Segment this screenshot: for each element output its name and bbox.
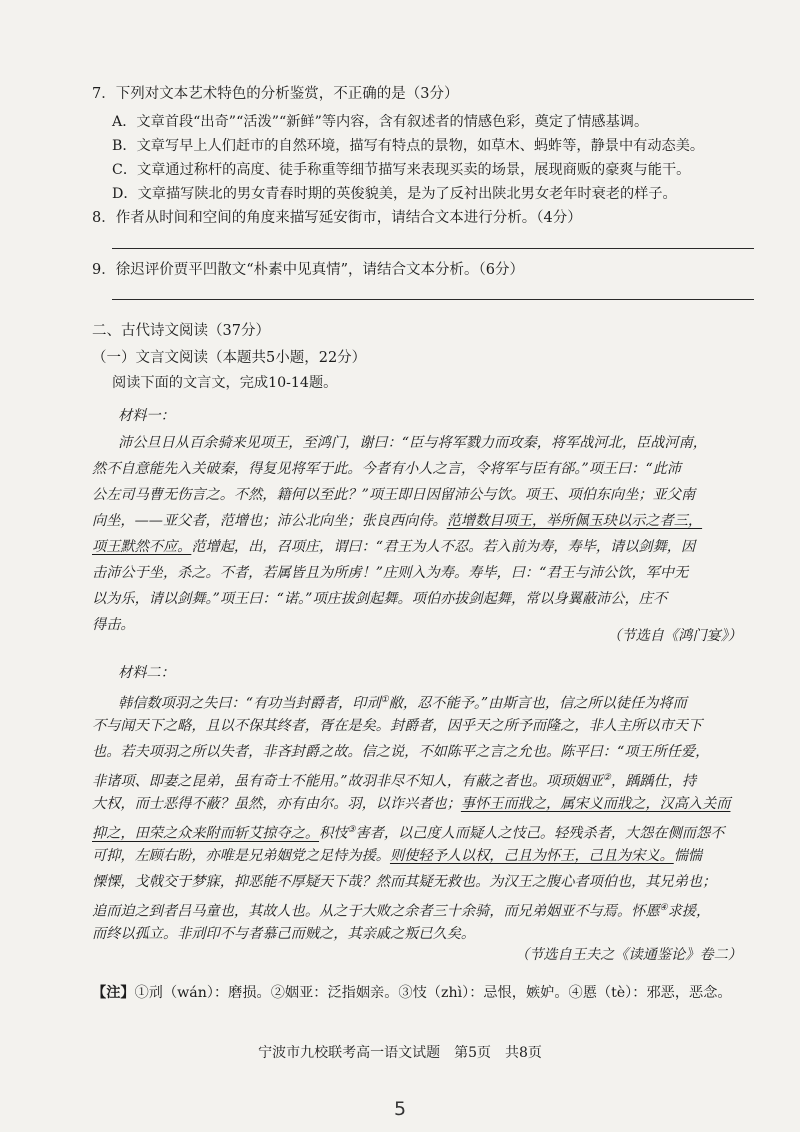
answer-line-q8	[112, 248, 754, 249]
answer-line-q9	[112, 299, 754, 300]
material-2-text: 非诸项、即妻之昆弟，虽有奇士不能用。”故羽非尽不知人，有蔽之者也。项	[92, 773, 561, 790]
question-7-option-c: C．文章通过称杆的高度、徒手称重等细节描写来表现买卖的场景，展现商贩的豪爽与能干。	[112, 162, 691, 178]
material-1-label: 材料一：	[118, 408, 175, 424]
note-mark-4: ④	[659, 903, 668, 913]
material-2-text: 积忮	[319, 825, 348, 842]
note-mark-2: ②	[602, 773, 611, 783]
material-2-text: 敝，忍不能予。”由斯言也，信之所以徒任为将而	[388, 695, 687, 712]
material-2-text: 可抑，左顾右盼，亦唯是兄弟姻党之足恃为援。	[92, 848, 390, 864]
material-1-line: 得击。	[92, 617, 135, 633]
material-1-text: 范增起，出，召项庄，谓曰：“君王为人不忍。若入前为寿，寿毕，请以剑舞，因	[191, 539, 696, 555]
material-2-label: 材料二：	[118, 665, 175, 681]
underlined-sentence-2a: 事怀王而戕之，属宋义而戕之，汉高入关而	[460, 796, 731, 812]
question-7-option-a: A．文章首段“出奇”“活泼”“新鲜”等内容，含有叙述者的情感色彩，奠定了情感基调。	[112, 114, 649, 130]
material-1-line: 击沛公于坐，杀之。不者，若属皆且为所虏！”庄则入为寿。寿毕，曰：“君王与沛公饮，军中无	[92, 565, 689, 581]
footnotes	[92, 983, 732, 1003]
material-1-line: 然不自意能先入关破秦，得复见将军于此。今者有小人之言，令将军与臣有郤。”项王曰：“此沛	[92, 461, 682, 477]
material-2-line	[92, 846, 702, 866]
material-2-line: 也。若夫项羽之所以失者，非吝封爵之故。信之说，不如陈平之言之允也。陈平曰：“项王所任爱，	[92, 744, 710, 760]
notes-text: ①刓（wán）：磨损。②姻亚：泛指姻亲。③忮（zhì）：忌恨，嫉妒。④慝（tè）：邪恶，恶念。	[134, 985, 732, 1001]
material-2-text: 顼姻亚	[560, 773, 603, 790]
material-1-line	[92, 511, 702, 531]
underlined-sentence-2b: 抑之，田荣之众来附而斩艾掠夺之。	[92, 825, 320, 842]
material-2-text: 求援，	[667, 903, 711, 920]
underlined-sentence-2c: 则使轻予人以权，己且为怀王，己且为宋义。	[389, 848, 674, 864]
material-2-line	[118, 690, 687, 714]
underlined-sentence-1b: 项王默然不应。	[92, 539, 192, 555]
material-2-line	[92, 794, 730, 814]
material-2-line	[92, 898, 710, 922]
page-number: 5	[393, 1098, 407, 1120]
material-2-line: 慄慄，戈戟交于梦寐，抑恶能不厚疑天下哉？然而其疑无救也。为汉王之腹心者项伯也，其兄弟也；	[92, 874, 717, 890]
material-2-text: 害者，以己度人而疑人之忮己。轻残杀者，大怨在侧而怨不	[355, 825, 725, 842]
section-title: 二、古代诗文阅读（37分）	[92, 323, 270, 339]
material-2-text: 大权，而士恶得不蔽？虽然，亦有由尔。羽，以诈兴者也；	[92, 796, 461, 812]
material-2-text: 惴惴	[673, 848, 703, 864]
material-1-text: 向坐，——亚父者，范增也；沛公北向坐；张良西向侍。	[92, 513, 447, 529]
question-8: 8．作者从时间和空间的角度来描写延安街市，请结合文本进行分析。（4分）	[92, 210, 582, 226]
subsection-title: （一）文言文阅读（本题共5小题，22分）	[92, 350, 367, 366]
material-1-source: （节选自《鸿门宴》）	[607, 628, 742, 644]
underlined-sentence-1a: 范增数目项王，举所佩玉玦以示之者三，	[446, 513, 703, 529]
page-footer: 宁波市九校联考高一语文试题 第5页 共8页	[258, 1045, 542, 1061]
material-1-line: 沛公旦日从百余骑来见项王，至鸿门，谢曰：“臣与将军戮力而攻秦，将军战河北，臣战河南，	[118, 435, 707, 451]
material-2-line: 不与闻天下之略，且以不保其终者，胥在是矣。封爵者，因乎天之所予而隆之，非人主所以市天下	[92, 718, 703, 734]
material-1-line	[92, 537, 695, 557]
material-1-line: 公左司马曹无伤言之。不然，籍何以至此？”项王即日因留沛公与饮。项王、项伯东向坐；亚父南	[92, 487, 696, 503]
note-mark-3: ③	[347, 825, 356, 835]
question-7-option-b: B．文章写早上人们赶市的自然环境，描写有特点的景物，如草木、蚂蚱等，静景中有动态美。	[112, 138, 705, 154]
note-mark-1: ①	[380, 695, 389, 705]
question-7-option-d: D．文章描写陕北的男女青春时期的英俊貌美，是为了反衬出陕北男女老年时衰老的样子。	[112, 186, 677, 202]
material-2-source: （节选自王夫之《读通鉴论》卷二）	[514, 947, 742, 963]
notes-label: 【注】	[92, 985, 135, 1001]
material-2-text: 韩信数项羽之失曰：“有功当封爵者，印刓	[118, 695, 381, 712]
material-2-line	[92, 820, 724, 844]
question-9: 9．徐迟评价贾平凹散文“朴素中见真情”，请结合文本分析。（6分）	[92, 262, 525, 278]
material-2-text: ，踽踽仕，持	[611, 773, 697, 790]
material-1-line: 以为乐，请以剑舞。”项王曰：“诺。”项庄拔剑起舞。项伯亦拔剑起舞，常以身翼蔽沛公，庄不	[92, 591, 668, 607]
material-2-text: 追而迫之到者吕马童也，其故人也。从之于大败之余者三十余骑，而兄弟姻亚不与焉。怀慝	[92, 903, 660, 920]
question-7-stem: 7．下列对文本艺术特色的分析鉴赏，不正确的是（3分）	[92, 86, 459, 102]
material-2-line: 而终以孤立。非刓印不与者慕己而贼之，其亲戚之叛已久矣。	[92, 926, 476, 942]
material-2-line	[92, 768, 696, 792]
section-instruction: 阅读下面的文言文，完成10-14题。	[112, 375, 338, 391]
